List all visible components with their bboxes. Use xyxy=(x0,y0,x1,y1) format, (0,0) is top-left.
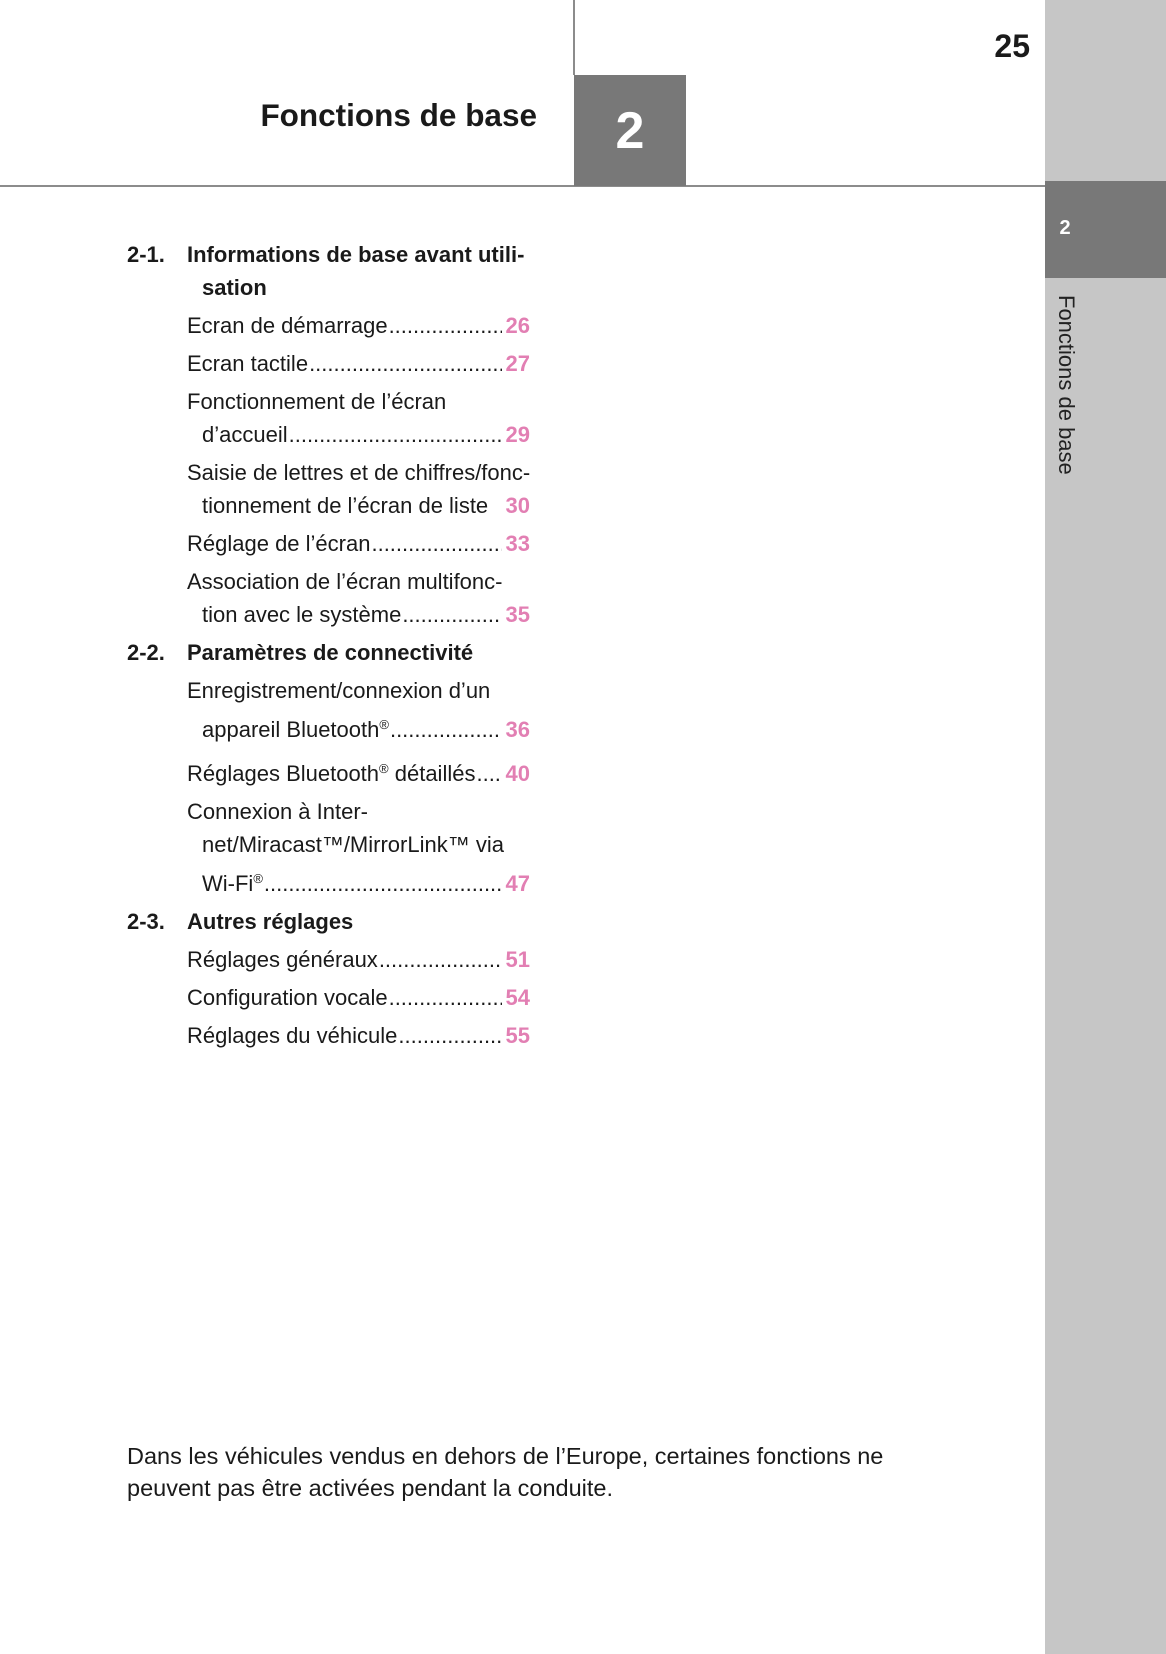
toc-entry-row xyxy=(187,751,530,790)
registered-mark: ® xyxy=(379,761,389,776)
chapter-title: Fonctions de base xyxy=(260,97,537,133)
toc-entry-page: 29 xyxy=(505,422,530,447)
toc-entry-title: Réglage de l’écran xyxy=(187,531,371,556)
toc-entry-page: 36 xyxy=(505,717,530,742)
toc-section-title-line: Paramètres de connectivité xyxy=(187,640,474,665)
toc-section-title-line: sation xyxy=(202,275,267,300)
toc-section-number: 2-1. xyxy=(127,242,165,267)
toc-section-number: 2-2. xyxy=(127,640,165,665)
toc-entry-row xyxy=(187,527,530,560)
dot-leader xyxy=(379,943,502,976)
toc-entry-row xyxy=(187,1019,530,1052)
dot-leader xyxy=(264,867,502,900)
dot-leader xyxy=(390,713,502,746)
toc-entry-page: 54 xyxy=(505,985,530,1010)
toc-entry-page: 30 xyxy=(505,493,530,518)
toc-entry-title: Configuration vocale xyxy=(187,985,388,1010)
toc-entry-row xyxy=(187,347,530,380)
dot-leader xyxy=(476,757,501,790)
toc-entry-title-text: Réglages Bluetooth xyxy=(187,761,380,786)
toc-entry xyxy=(187,527,530,560)
toc-entry xyxy=(187,674,530,746)
dot-leader xyxy=(309,347,501,380)
toc-entry-title: Ecran de démarrage xyxy=(187,313,388,338)
toc-entry-line: Connexion à Inter- xyxy=(187,799,368,824)
toc-entry-title xyxy=(202,713,389,746)
toc-entry xyxy=(187,456,530,522)
toc-entry-row xyxy=(187,309,530,342)
toc-entry-line: Fonctionnement de l’écran xyxy=(187,389,447,414)
toc-entry-title-text: détaillés xyxy=(388,761,476,786)
header-divider-vertical xyxy=(573,0,575,75)
toc-section-title xyxy=(187,238,530,304)
registered-mark: ® xyxy=(253,871,263,886)
toc-entry-page: 47 xyxy=(505,871,530,896)
chapter-number-box xyxy=(574,75,686,186)
toc-entry xyxy=(187,751,530,790)
footer-note-line: peuvent pas être activées pendant la conduite. xyxy=(127,1475,614,1501)
registered-mark: ® xyxy=(379,717,389,732)
toc-entry xyxy=(187,981,530,1014)
toc-entry-title: tion avec le système xyxy=(202,602,402,627)
toc-entry xyxy=(187,1019,530,1052)
dot-leader xyxy=(371,527,501,560)
toc-entry-page: 27 xyxy=(505,351,530,376)
toc-entry xyxy=(187,309,530,342)
toc-entry-line: Enregistrement/connexion d’un xyxy=(187,678,491,703)
toc-entry xyxy=(187,943,530,976)
toc-entry-row xyxy=(187,943,530,976)
toc-section-title-line: Informations de base avant utili- xyxy=(187,242,525,267)
toc-entry-page: 55 xyxy=(505,1023,530,1048)
toc-entry-line: Saisie de lettres et de chiffres/fonc- xyxy=(187,460,531,485)
chapter-tab xyxy=(1045,181,1166,278)
chapter-number: 2 xyxy=(615,101,645,160)
toc-entry-title: Ecran tactile xyxy=(187,351,309,376)
toc-section-title-line: Autres réglages xyxy=(187,909,354,934)
dot-leader xyxy=(389,309,502,342)
toc-section-number: 2-3. xyxy=(127,909,165,934)
header-divider-horizontal xyxy=(0,185,1045,187)
toc-entry xyxy=(187,347,530,380)
toc-section-title xyxy=(187,636,530,669)
chapter-tab-label: Fonctions de base xyxy=(1054,295,1079,475)
toc-entry-title-text: appareil Bluetooth xyxy=(202,717,380,742)
toc-entry-line: Association de l’écran multifonc- xyxy=(187,569,503,594)
toc-section-title xyxy=(187,905,530,938)
footer-note-line: Dans les véhicules vendus en dehors de l’Europe, certaines fonctions ne xyxy=(127,1443,884,1469)
toc-entry-title xyxy=(202,867,263,900)
toc-entry-row xyxy=(187,707,530,746)
toc-entry-page: 51 xyxy=(505,947,530,972)
toc-entry-title: tionnement de l’écran de liste xyxy=(202,493,489,518)
toc-section-heading xyxy=(127,636,530,669)
toc-section xyxy=(127,636,530,900)
toc-entry-row xyxy=(187,981,530,1014)
toc-section-heading xyxy=(127,238,530,304)
page-number: 25 xyxy=(994,28,1030,64)
toc-entry-line: net/Miracast™/MirrorLink™ via xyxy=(202,832,504,857)
footer-note xyxy=(127,1440,883,1504)
toc-entry-title: d’accueil xyxy=(202,422,288,447)
toc-entry-title xyxy=(187,757,475,790)
toc-entry-page: 33 xyxy=(505,531,530,556)
dot-leader xyxy=(389,981,502,1014)
toc-entry-row xyxy=(187,489,530,522)
toc-section xyxy=(127,238,530,631)
toc-entry-title-text: Wi-Fi xyxy=(202,871,254,896)
table-of-contents xyxy=(127,238,530,1052)
toc-entry-page: 26 xyxy=(505,313,530,338)
toc-entry-title: Réglages généraux xyxy=(187,947,378,972)
toc-entry-row xyxy=(187,861,530,900)
toc-entry-row xyxy=(187,418,530,451)
toc-entry-title: Réglages du véhicule xyxy=(187,1023,398,1048)
toc-entry xyxy=(187,795,530,900)
toc-section-heading xyxy=(127,905,530,938)
toc-entry xyxy=(187,385,530,451)
dot-leader xyxy=(398,1019,501,1052)
toc-section xyxy=(127,905,530,1052)
dot-leader xyxy=(402,598,501,631)
toc-entry-page: 35 xyxy=(505,602,530,627)
toc-entry-row xyxy=(187,598,530,631)
toc-entry xyxy=(187,565,530,631)
toc-entry-page: 40 xyxy=(505,761,530,786)
dot-leader xyxy=(289,418,502,451)
chapter-tab-number: 2 xyxy=(1059,217,1071,239)
